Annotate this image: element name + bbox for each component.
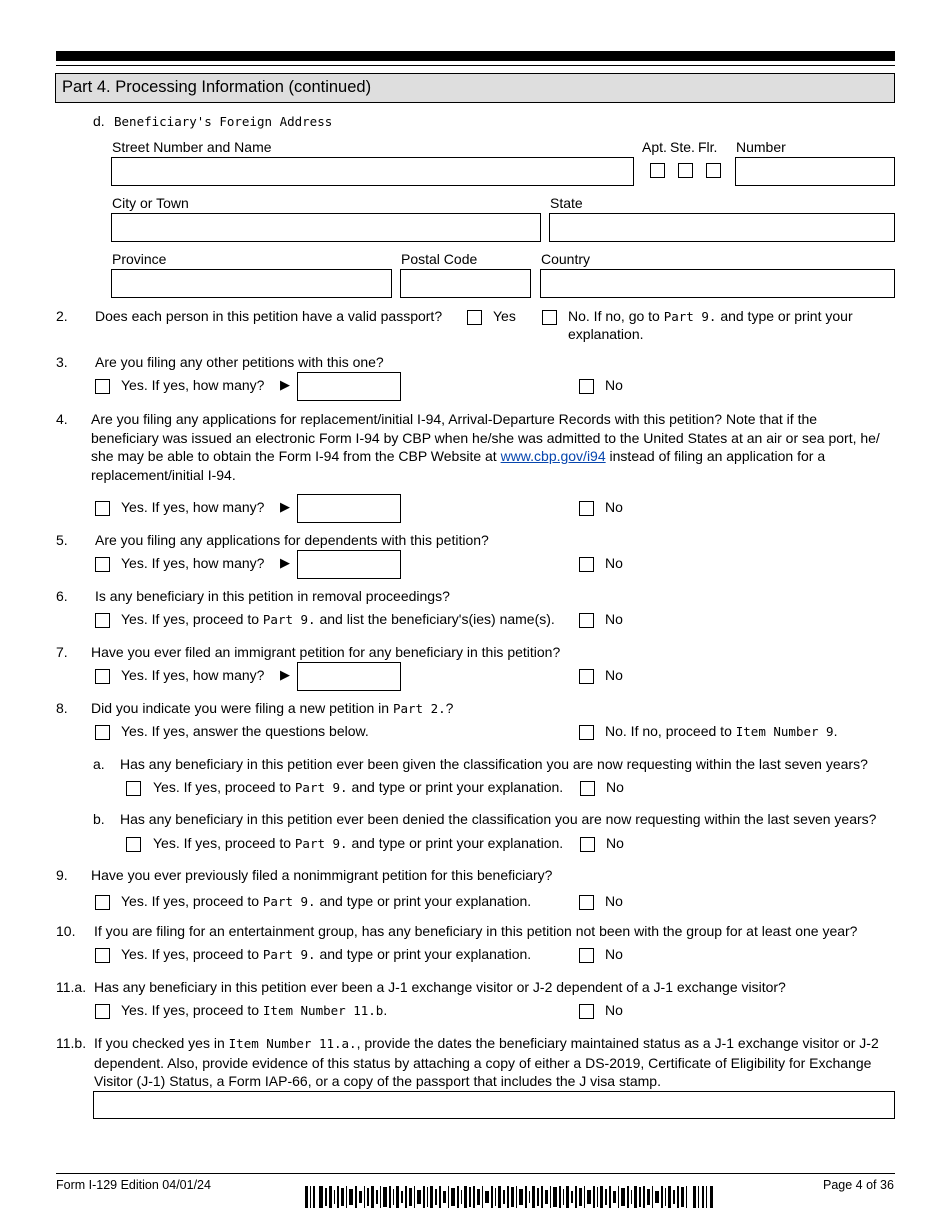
- q11a-text: Has any beneficiary in this petition ever been a J-1 exchange visitor or J-2 dependent of a J-1 exchange visitor?: [94, 979, 786, 995]
- q2-yes-label: Yes: [493, 308, 516, 324]
- number-input[interactable]: [735, 157, 895, 186]
- q9-yes-label-b: and type or print your explanation.: [319, 893, 532, 909]
- q8b-yes-checkbox[interactable]: [126, 837, 141, 852]
- q9-yes-ref: Part 9.: [262, 894, 316, 909]
- flr-label: Flr.: [698, 139, 718, 155]
- q10-yes-label-b: and type or print your explanation.: [319, 946, 532, 962]
- postal-input[interactable]: [400, 269, 531, 298]
- q4-line4: replacement/initial I-94.: [91, 466, 236, 483]
- q9-text: Have you ever previously filed a nonimmigrant petition for this beneficiary?: [91, 867, 553, 883]
- number-label: Number: [736, 139, 786, 155]
- foreign-address-title: Beneficiary's Foreign Address: [114, 114, 333, 129]
- q8b-yes-label: Yes. If yes, proceed to: [153, 835, 292, 851]
- ste-checkbox[interactable]: [678, 163, 693, 178]
- q7-no-label: No: [605, 667, 623, 683]
- q4-line3b: instead of filing an application for a: [609, 448, 826, 464]
- q4-number: 4.: [56, 411, 68, 427]
- q10-yes-checkbox[interactable]: [95, 948, 110, 963]
- q2-yes-checkbox[interactable]: [467, 310, 482, 325]
- section-title: Part 4. Processing Information (continued): [62, 78, 372, 96]
- q3-yes-checkbox[interactable]: [95, 379, 110, 394]
- q8b-text: Has any beneficiary in this petition ever been denied the classification you are now requesting within the last seven years?: [120, 811, 877, 827]
- q5-number: 5.: [56, 532, 68, 548]
- q8a-yes-checkbox[interactable]: [126, 781, 141, 796]
- q7-no-checkbox[interactable]: [579, 669, 594, 684]
- q8-no-ref: Item Number 9: [735, 724, 834, 739]
- q5-count-input[interactable]: [297, 550, 401, 579]
- section-header: [55, 73, 895, 103]
- q6-no-label: No: [605, 611, 623, 627]
- q8a-yes-ref: Part 9.: [294, 780, 348, 795]
- q6-no-checkbox[interactable]: [579, 613, 594, 628]
- q11b-line2: dependent. Also, provide evidence of this status by attaching a copy of either a DS-2019, Certificate of Eligibility for Exchange: [94, 1054, 872, 1071]
- footer-rule: [56, 1173, 895, 1174]
- q11b-line3: Visitor (J-1) Status, a Form IAP-66, or a copy of the passport that includes the J visa stamp.: [94, 1073, 661, 1089]
- q9-yes-label: Yes. If yes, proceed to: [121, 893, 260, 909]
- top-rule-thin: [56, 65, 895, 66]
- q9-yes-checkbox[interactable]: [95, 895, 110, 910]
- q8-yes-checkbox[interactable]: [95, 725, 110, 740]
- street-label: Street Number and Name: [112, 139, 272, 155]
- q7-yes-label: Yes. If yes, how many?: [121, 667, 265, 683]
- q5-no-checkbox[interactable]: [579, 557, 594, 572]
- q10-yes-label: Yes. If yes, proceed to: [121, 946, 260, 962]
- country-input[interactable]: [540, 269, 895, 298]
- q3-number: 3.: [56, 354, 68, 370]
- q4-line2: beneficiary was issued an electronic Form I-94 by CBP when he/she was admitted to the United States at an air or sea port, he/: [91, 429, 880, 446]
- q4-text: [91, 410, 896, 484]
- q3-yes-label: Yes. If yes, how many?: [121, 377, 265, 393]
- q8b-yes-label-b: and type or print your explanation.: [351, 835, 564, 851]
- q8a-number: a.: [93, 756, 105, 772]
- street-input[interactable]: [111, 157, 634, 186]
- cbp-website-link[interactable]: www.cbp.gov/i94: [500, 448, 606, 464]
- q6-yes-label: Yes. If yes, proceed to: [121, 611, 260, 627]
- state-input[interactable]: [549, 213, 895, 242]
- country-label: Country: [541, 251, 591, 267]
- q11b-dates-input[interactable]: [93, 1091, 895, 1119]
- ste-label: Ste.: [670, 139, 695, 155]
- q5-yes-checkbox[interactable]: [95, 557, 110, 572]
- q9-no-checkbox[interactable]: [579, 895, 594, 910]
- q8-text-b: ?: [445, 700, 454, 716]
- q10-no-label: No: [605, 946, 623, 962]
- q10-text: If you are filing for an entertainment group, has any beneficiary in this petition not been with the group for at least one year?: [94, 923, 858, 939]
- q9-no-label: No: [605, 893, 623, 909]
- q7-count-input[interactable]: [297, 662, 401, 691]
- q7-yes-checkbox[interactable]: [95, 669, 110, 684]
- footer-page-number: Page 4 of 36: [823, 1178, 894, 1192]
- q8a-yes-label: Yes. If yes, proceed to: [153, 779, 292, 795]
- q6-yes-label-b: and list the beneficiary's(ies) name(s).: [319, 611, 555, 627]
- q4-yes-checkbox[interactable]: [95, 501, 110, 516]
- q3-no-checkbox[interactable]: [579, 379, 594, 394]
- q6-number: 6.: [56, 588, 68, 604]
- q4-line1: Are you filing any applications for replacement/initial I-94, Arrival-Departure Records with this petition? Note that if the: [91, 411, 818, 427]
- barcode: [305, 1186, 713, 1208]
- q2-no-checkbox[interactable]: [542, 310, 557, 325]
- q11a-no-checkbox[interactable]: [579, 1004, 594, 1019]
- q11a-number: 11.a.: [56, 979, 87, 995]
- q8-no-checkbox[interactable]: [579, 725, 594, 740]
- apt-checkbox[interactable]: [650, 163, 665, 178]
- postal-label: Postal Code: [401, 251, 478, 267]
- q10-number: 10.: [56, 923, 76, 939]
- q8a-text: Has any beneficiary in this petition ever been given the classification you are now requesting within the last seven years?: [120, 756, 868, 772]
- q2-number: 2.: [56, 308, 68, 324]
- q5-yes-label: Yes. If yes, how many?: [121, 555, 265, 571]
- q9-number: 9.: [56, 867, 68, 883]
- q2-text: Does each person in this petition have a valid passport?: [95, 308, 443, 324]
- q6-yes-checkbox[interactable]: [95, 613, 110, 628]
- q8b-no-label: No: [606, 835, 624, 851]
- q11b-text: [94, 1034, 899, 1091]
- q4-count-input[interactable]: [297, 494, 401, 523]
- q11a-yes-label-b: .: [383, 1002, 388, 1018]
- state-label: State: [550, 195, 583, 211]
- q8a-no-label: No: [606, 779, 624, 795]
- q3-text: Are you filing any other petitions with this one?: [95, 354, 384, 370]
- q8b-no-checkbox[interactable]: [580, 837, 595, 852]
- q8-text: Did you indicate you were filing a new petition in: [91, 700, 390, 716]
- top-rule-thick: [56, 51, 895, 61]
- q4-yes-label: Yes. If yes, how many?: [121, 499, 265, 515]
- footer-form-edition: Form I-129 Edition 04/01/24: [56, 1178, 211, 1192]
- q5-text: Are you filing any applications for dependents with this petition?: [95, 532, 489, 548]
- city-label: City or Town: [112, 195, 189, 211]
- q8-text-ref: Part 2.: [392, 701, 446, 716]
- q5-no-label: No: [605, 555, 623, 571]
- q3-count-input[interactable]: [297, 372, 401, 401]
- province-input[interactable]: [111, 269, 392, 298]
- q11b-number: 11.b.: [56, 1035, 87, 1051]
- q11b-line1a: If you checked yes in: [94, 1035, 225, 1051]
- q8a-yes-label-b: and type or print your explanation.: [351, 779, 564, 795]
- q4-line3a: she may be able to obtain the Form I-94 from the CBP Website at: [91, 448, 497, 464]
- arrow-right-icon: ▶: [280, 667, 290, 682]
- q2-no-label-2: explanation.: [568, 326, 644, 342]
- q11a-yes-label: Yes. If yes, proceed to: [121, 1002, 260, 1018]
- q3-no-label: No: [605, 377, 623, 393]
- arrow-right-icon: ▶: [280, 499, 290, 514]
- q8-no-label-b: .: [833, 723, 838, 739]
- q8b-yes-ref: Part 9.: [294, 836, 348, 851]
- flr-checkbox[interactable]: [706, 163, 721, 178]
- q8b-number: b.: [93, 811, 105, 827]
- q7-number: 7.: [56, 644, 68, 660]
- q8a-no-checkbox[interactable]: [580, 781, 595, 796]
- arrow-right-icon: ▶: [280, 377, 290, 392]
- q11a-yes-ref: Item Number 11.b: [262, 1003, 384, 1018]
- q2-no-ref: Part 9.: [663, 309, 717, 324]
- q2-no-label: No. If no, go to: [568, 308, 660, 324]
- q4-no-checkbox[interactable]: [579, 501, 594, 516]
- item-d-number: d.: [93, 113, 105, 129]
- city-input[interactable]: [111, 213, 541, 242]
- q10-yes-ref: Part 9.: [262, 947, 316, 962]
- q11a-yes-checkbox[interactable]: [95, 1004, 110, 1019]
- q6-yes-ref: Part 9.: [262, 612, 316, 627]
- apt-label: Apt.: [642, 139, 667, 155]
- province-label: Province: [112, 251, 167, 267]
- q11b-line1b: , provide the dates the beneficiary maintained status as a J-1 exchange visitor or J-2: [356, 1035, 879, 1051]
- q8-number: 8.: [56, 700, 68, 716]
- arrow-right-icon: ▶: [280, 555, 290, 570]
- q4-no-label: No: [605, 499, 623, 515]
- q11a-no-label: No: [605, 1002, 623, 1018]
- q7-text: Have you ever filed an immigrant petition for any beneficiary in this petition?: [91, 644, 561, 660]
- q8-no-label: No. If no, proceed to: [605, 723, 732, 739]
- q2-no-label-b: and type or print your: [720, 308, 853, 324]
- q11b-line1-ref: Item Number 11.a.: [228, 1036, 357, 1051]
- q6-text: Is any beneficiary in this petition in removal proceedings?: [95, 588, 450, 604]
- q10-no-checkbox[interactable]: [579, 948, 594, 963]
- q8-yes-label: Yes. If yes, answer the questions below.: [121, 723, 369, 739]
